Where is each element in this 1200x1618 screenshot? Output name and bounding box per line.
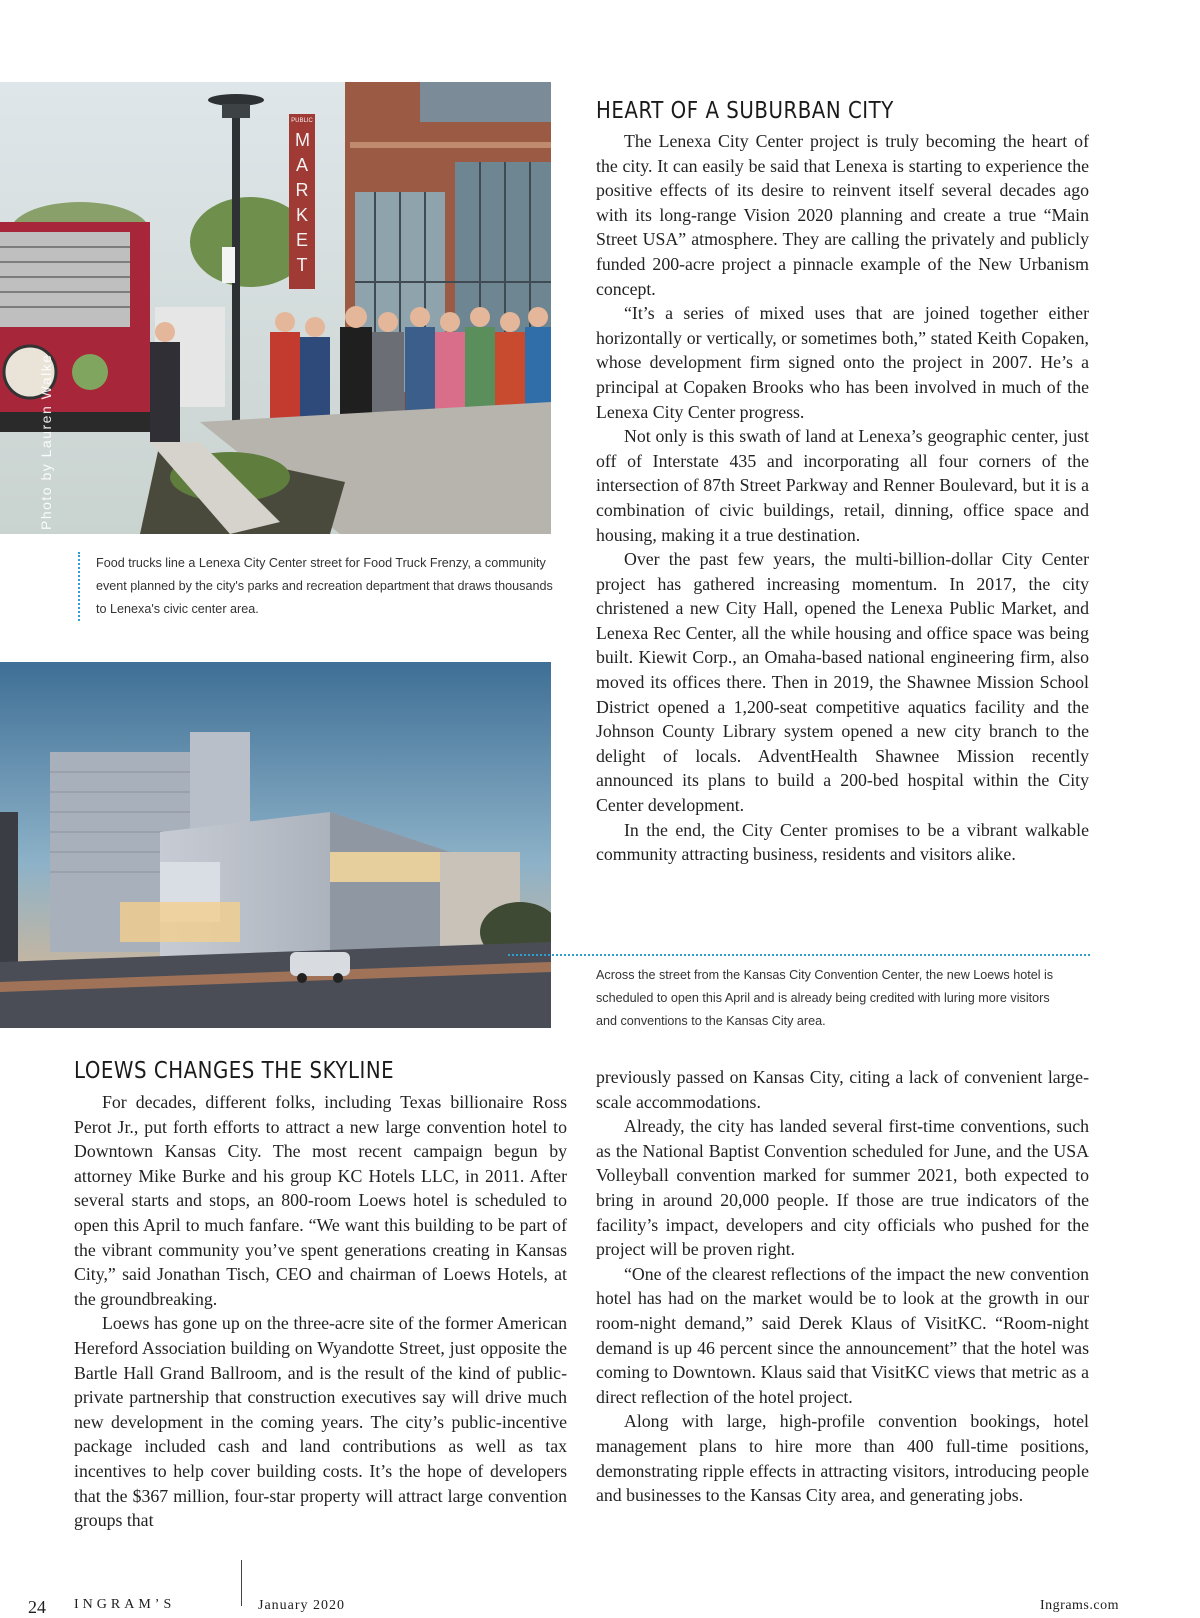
paragraph: “It’s a series of mixed uses that are joined together either horizontally or vertically, or sometimes both,” stated Keith Copaken, whose development firm signed onto the project in 2007. He’s a principal at Copaken Brooks who has been involved in much of the Lenexa City Center progress. (596, 303, 1089, 422)
loews-hotel-rendering (0, 662, 551, 1028)
market-sign-letters: MARKET (295, 130, 310, 275)
market-sign (289, 114, 315, 289)
photo-credit: Photo by Lauren Walke (38, 353, 54, 530)
footer-divider (241, 1560, 242, 1606)
paragraph: Over the past few years, the multi-billion-dollar City Center project has gathered increasing momentum. In 2017, the city christened a new City Hall, opened the Lenexa Public Market, and Lenexa Rec Center, all the while housing and office space was being built. Kiewit Corp., an Omaha-based national engineering firm, also moved its offices there. Then in 2019, the Shawnee Mission School District opened a 1,200-seat competitive aquatics facility and the Johnson County Library system opened a new city branch to the delight of locals. AdventHealth Shawnee Mission recently announced its plans to build a 200-bed hospital within the City Center development. (596, 549, 1089, 816)
food-truck-photo (0, 82, 551, 534)
section2-right-column (596, 1065, 1089, 1508)
paragraph: “One of the clearest reflections of the impact the new convention hotel has had on the market would be to look at the growth in our room-night demand,” said Derek Klaus of VisitKC. “Room-night demand is up 46 percent since the announcement” that the hotel was coming to Downtown. Klaus said that VisitKC views that metric as a direct reflection of the hotel project. (596, 1263, 1089, 1407)
section1-body (596, 129, 1089, 867)
page-number: 24 (28, 1597, 46, 1617)
paragraph: Along with large, high-profile convention bookings, hotel management plans to hire more than 400 full-time positions, demonstrating ripple effects in attracting visitors, introducing people and businesses to the Kansas City area, and generating jobs. (596, 1411, 1089, 1506)
paragraph: Not only is this swath of land at Lenexa’s geographic center, just off of Interstate 435 and incorporating all four corners of the intersection of 87th Street Parkway and Renner Boulevard, but it is a combination of civic buildings, retail, dinning, office space and housing, making it a true destination. (596, 426, 1089, 545)
section-heading-loews-changes-the-skyline: LOEWS CHANGES THE SKYLINE (74, 1058, 395, 1084)
market-sign-top: PUBLIC (291, 118, 313, 124)
food-truck-caption: Food trucks line a Lenexa City Center street for Food Truck Frenzy, a community event planned by the city's parks and recreation department that draws thousands to Lenexa's civic center area. (78, 552, 556, 621)
caption-divider (508, 954, 1090, 956)
paragraph: In the end, the City Center promises to be a vibrant walkable community attracting business, residents and visitors alike. (596, 819, 1089, 865)
paragraph: The Lenexa City Center project is truly becoming the heart of the city. It can easily be said that Lenexa is starting to experience the positive effects of its desire to reinvent itself several decades ago with its long-range Vision 2020 planning and create a true “Main Street USA” atmosphere. They are calling the privately and publicly funded 200-acre project a pinnacle example of the New Urbanism concept. (596, 131, 1089, 299)
paragraph: Loews has gone up on the three-acre site of the former American Hereford Association building on Wyandotte Street, just opposite the Bartle Hall Grand Ballroom, and is the result of the kind of public-private partnership that construction executives say will drive much new development in the coming years. The city’s public-incentive package included cash and land contributions as well as tax incentives to help cover building costs. It’s the hope of developers that the $367 million, four-star property will attract large convention groups that (74, 1313, 567, 1531)
magazine-name: INGRAM’S (74, 1597, 176, 1612)
paragraph: Already, the city has landed several first-time conventions, such as the National Baptist Convention scheduled for June, and the USA Volleyball convention marked for summer 2021, both expected to bring in around 20,000 people. If those are true indicators of the facility’s impact, developers and city officials who pushed for the project will be proven right. (596, 1116, 1089, 1260)
loews-caption: Across the street from the Kansas City Convention Center, the new Loews hotel is scheduled to open this April and is already being credited with luring more visitors and conventions to the Kansas City area. (596, 968, 1054, 1028)
section2-left-column (74, 1090, 567, 1533)
website-link[interactable]: Ingrams.com (1040, 1598, 1119, 1613)
section-heading-heart-of-a-suburban-city: HEART OF A SUBURBAN CITY (596, 98, 894, 124)
paragraph-continued: previously passed on Kansas City, citing a lack of convenient large-scale accommodations. (596, 1067, 1089, 1112)
issue-date: January 2020 (258, 1598, 346, 1613)
paragraph: For decades, different folks, including Texas billionaire Ross Perot Jr., put forth efforts to attract a new large convention hotel to Downtown Kansas City. The most recent campaign begun by attorney Mike Burke and his group KC Hotels LLC, in 2011. After several starts and stops, an 800-room Loews hotel is scheduled to open this April to much fanfare. “We want this building to be part of the vibrant community you’ve spent generations creating in Kansas City,” said Jonathan Tisch, CEO and chairman of Loews Hotels, at the groundbreaking. (74, 1092, 567, 1309)
